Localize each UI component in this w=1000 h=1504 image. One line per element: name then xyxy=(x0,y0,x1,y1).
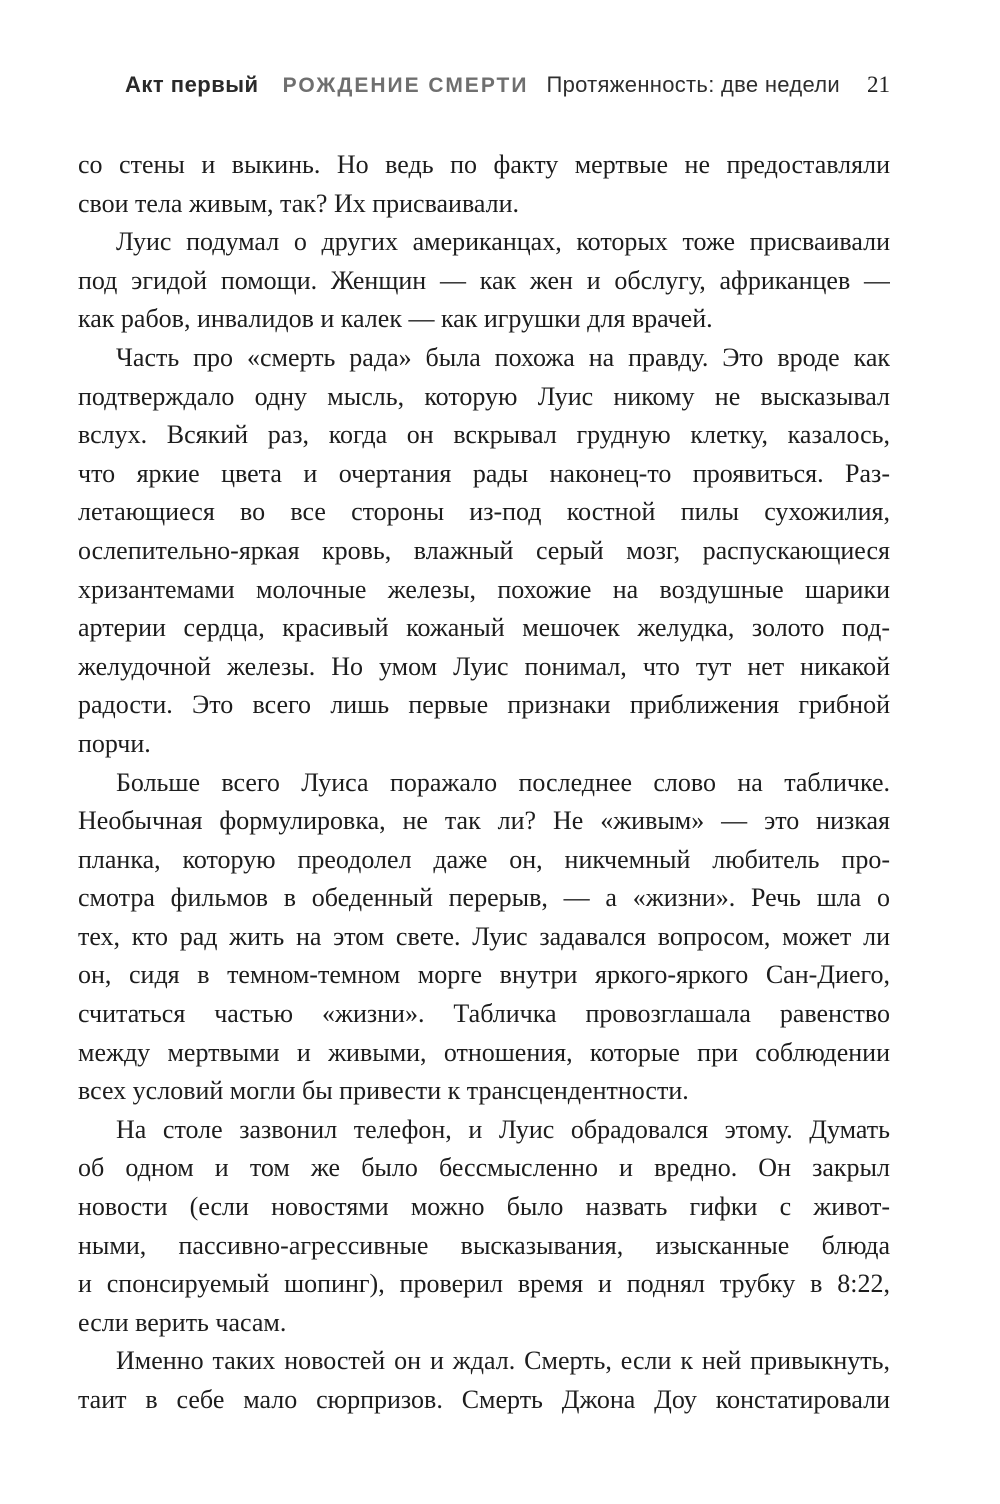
header-chapter-title: РОЖДЕНИЕ СМЕРТИ xyxy=(282,74,529,97)
text-line: свои тела живым, так? Их присваивали. xyxy=(78,188,520,218)
text-line: Именно таких новостей он и ждал. Смерть, если к ней привыкнуть, xyxy=(116,1346,890,1376)
paragraph xyxy=(78,764,890,1111)
text-line: смотра фильмов в обеденный перерыв, — а «жизни». Речь шла о xyxy=(78,883,890,913)
text-line: если верить часам. xyxy=(78,1307,287,1337)
text-line: Необычная формулировка, не так ли? Не «живым» — это низкая xyxy=(78,806,890,836)
text-line: вслух. Всякий раз, когда он вскрывал грудную клетку, казалось, xyxy=(78,420,890,450)
text-line: Часть про «смерть рада» была похожа на правду. Это вроде как xyxy=(116,342,890,372)
text-line: под эгидой помощи. Женщин — как жен и обслугу, африканцев — xyxy=(78,265,890,295)
text-line: считаться частью «жизни». Табличка провозглашала равенство xyxy=(78,999,890,1029)
text-line: ными, пассивно-агрессивные высказывания, изысканные блюда xyxy=(78,1230,890,1260)
text-line: подтверждало одну мысль, которую Луис никому не высказывал xyxy=(78,381,890,411)
text-line: На столе зазвонил телефон, и Луис обрадовался этому. Думать xyxy=(116,1114,890,1144)
text-line: Больше всего Луиса поражало последнее слово на табличке. xyxy=(116,767,890,797)
text-line: он, сидя в темном-темном морге внутри яркого-яркого Сан-Диего, xyxy=(78,960,890,990)
text-line: об одном и том же было бессмысленно и вредно. Он закрыл xyxy=(78,1153,890,1183)
text-line: тех, кто рад жить на этом свете. Луис задавался вопросом, может ли xyxy=(78,921,890,951)
text-line: таит в себе мало сюрпризов. Смерть Джона Доу констатировали xyxy=(78,1385,890,1414)
text-line: Луис подумал о других американцах, которых тоже присваивали xyxy=(116,227,890,257)
page-number: 21 xyxy=(867,72,890,97)
paragraph xyxy=(78,1342,890,1419)
text-line: летающиеся во все стороны из-под костной пилы сухожилия, xyxy=(78,497,890,527)
header-duration-label: Протяженность: две недели xyxy=(546,72,841,97)
text-line: что яркие цвета и очертания рады наконец-то проявиться. Раз- xyxy=(78,458,890,488)
text-line: как рабов, инвалидов и калек — как игрушки для врачей. xyxy=(78,304,713,334)
text-line: артерии сердца, красивый кожаный мешочек желудка, золото под- xyxy=(78,613,890,643)
paragraph xyxy=(78,146,890,223)
text-line: новости (если новостями можно было назвать гифки с живот- xyxy=(78,1192,890,1222)
text-line: желудочной железы. Но умом Луис понимал, что тут нет никакой xyxy=(78,651,890,681)
text-line: между мертвыми и живыми, отношения, которые при соблюдении xyxy=(78,1037,890,1067)
text-line: хризантемами молочные железы, похожие на воздушные шарики xyxy=(78,574,890,604)
text-line: всех условий могли бы привести к трансцендентности. xyxy=(78,1076,689,1106)
paragraph xyxy=(78,223,890,339)
header-act-label: Акт первый xyxy=(125,72,259,97)
text-line: ослепительно-яркая кровь, влажный серый мозг, распускающиеся xyxy=(78,535,890,565)
text-line: порчи. xyxy=(78,728,151,758)
paragraph xyxy=(78,339,890,764)
text-line: и спонсируемый шопинг), проверил время и поднял трубку в 8:22, xyxy=(78,1269,890,1299)
text-column xyxy=(78,146,890,1420)
running-header xyxy=(125,72,890,98)
text-line: радости. Это всего лишь первые признаки приближения грибной xyxy=(78,690,890,720)
text-line: со стены и выкинь. Но ведь по факту мертвые не предоставляли xyxy=(78,150,890,179)
paragraph xyxy=(78,1111,890,1343)
text-line: планка, которую преодолел даже он, никчемный любитель про- xyxy=(78,844,890,874)
